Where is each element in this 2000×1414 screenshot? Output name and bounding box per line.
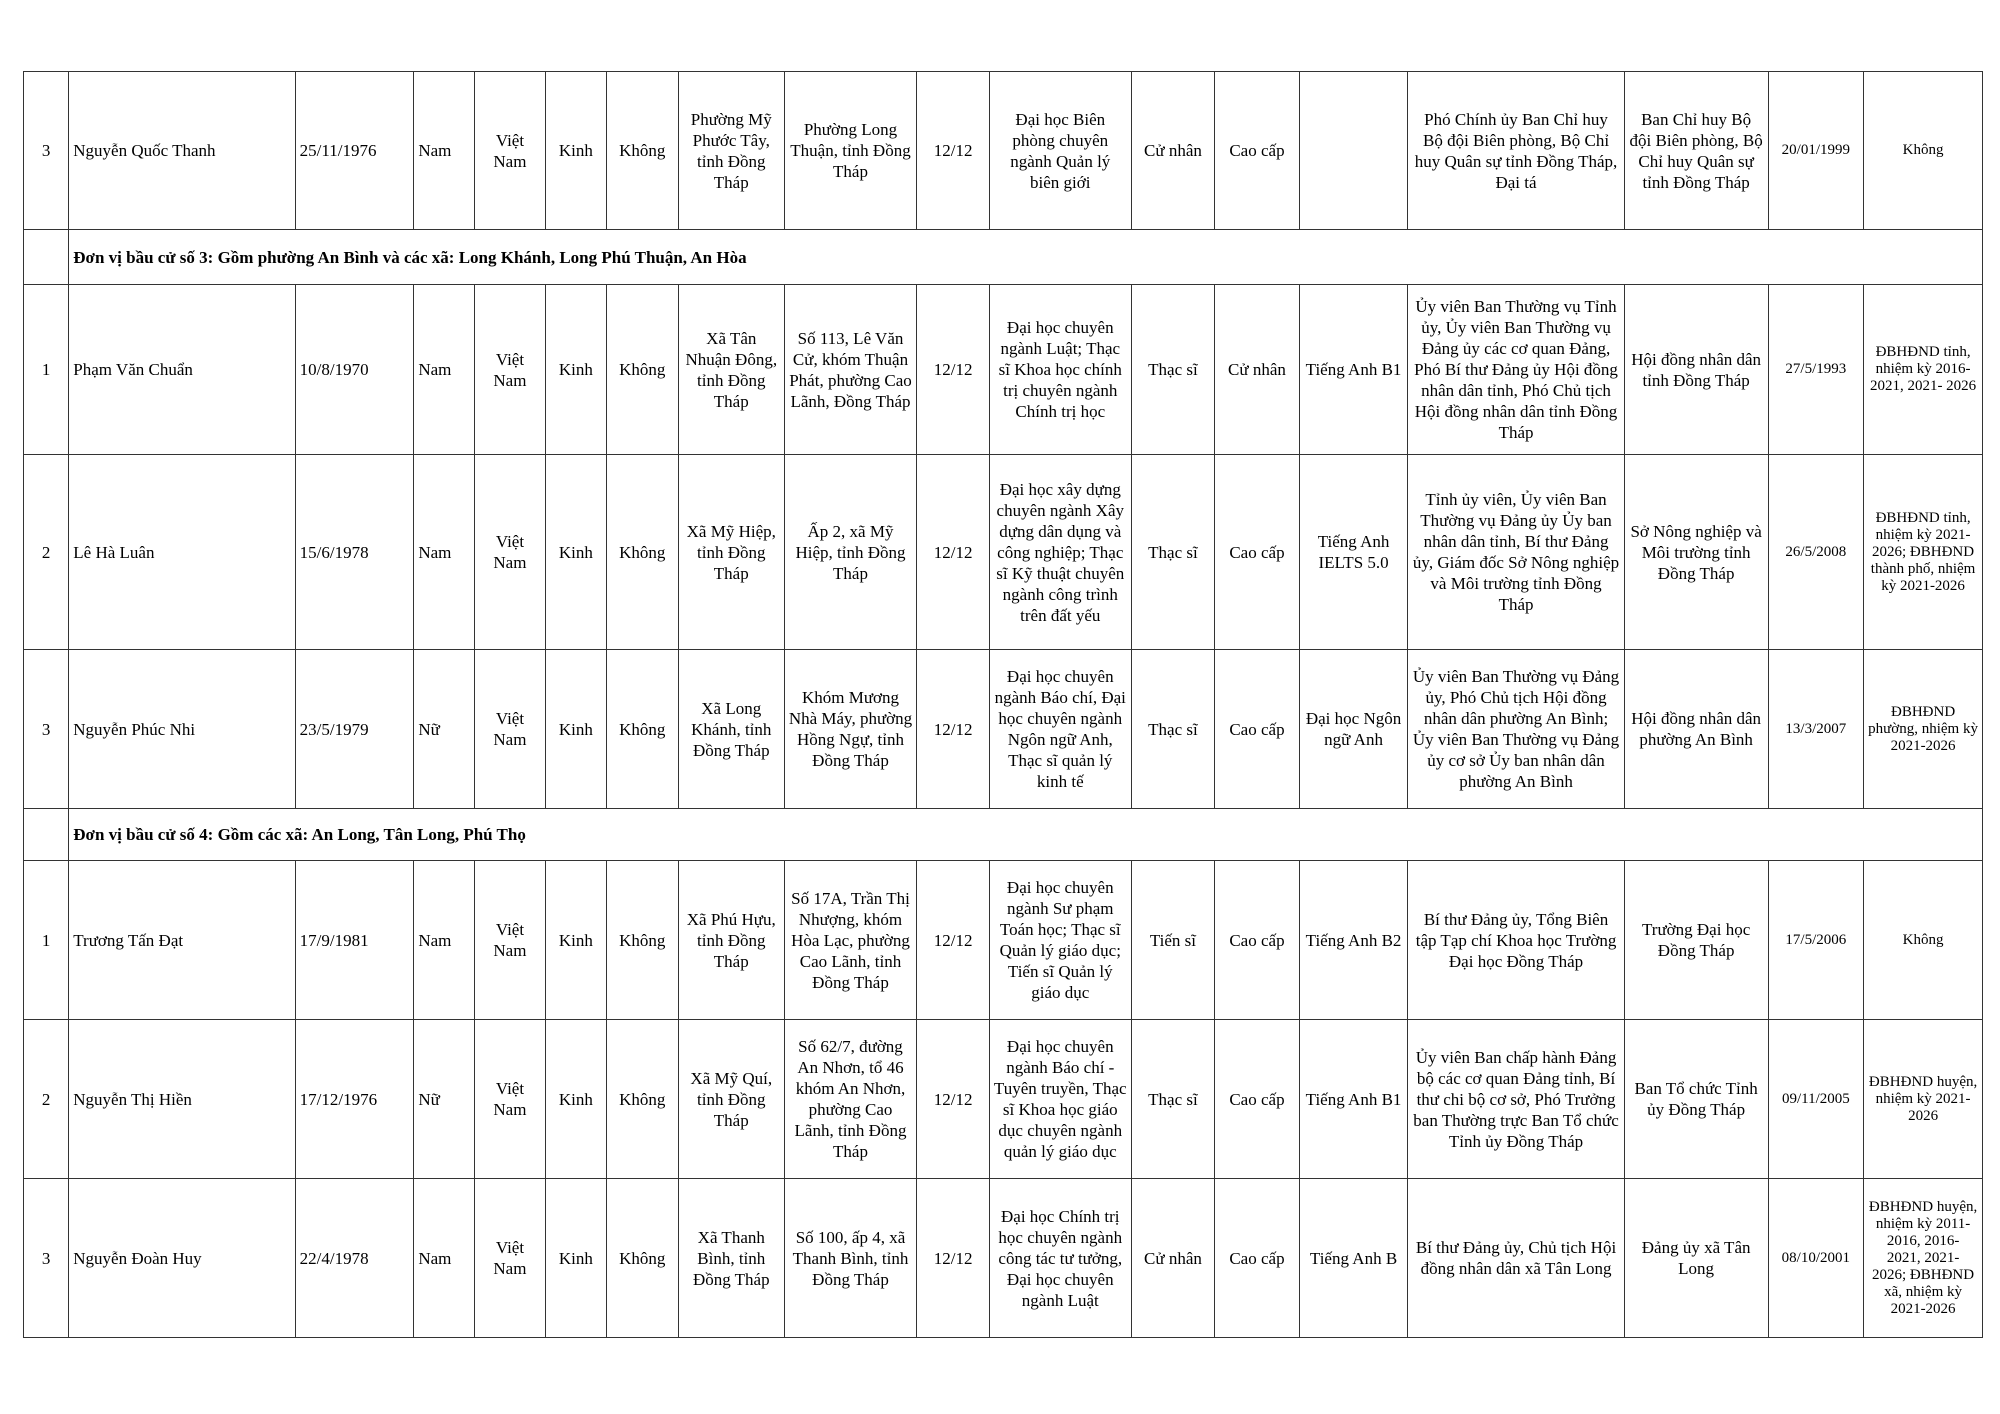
stt-cell: 3 [24, 650, 69, 809]
party-join-date-cell: 13/3/2007 [1768, 650, 1864, 809]
hometown-cell: Xã Phú Hựu, tỉnh Đồng Tháp [678, 861, 784, 1020]
ethnicity-cell: Kinh [546, 1179, 606, 1338]
delegate-history-cell: Không [1864, 861, 1983, 1020]
political-theory-cell: Cao cấp [1215, 72, 1300, 230]
workplace-cell: Đảng ủy xã Tân Long [1624, 1179, 1768, 1338]
dob-cell: 23/5/1979 [295, 650, 414, 809]
religion-cell: Không [606, 455, 678, 650]
party-join-date-cell: 26/5/2008 [1768, 455, 1864, 650]
gender-cell: Nam [414, 1179, 474, 1338]
party-join-date-cell: 09/11/2005 [1768, 1020, 1864, 1179]
gender-cell: Nam [414, 285, 474, 455]
general-education-cell: 12/12 [917, 285, 989, 455]
nationality-cell: Việt Nam [474, 455, 545, 650]
stt-cell [24, 230, 69, 285]
name-cell: Trương Tấn Đạt [69, 861, 295, 1020]
candidate-table [23, 71, 1983, 1338]
dob-cell: 25/11/1976 [295, 72, 414, 230]
specialization-cell: Đại học xây dựng chuyên ngành Xây dựng dân dụng và công nghiệp; Thạc sĩ Kỹ thuật chuyên ngành công trình trên đất yếu [989, 455, 1131, 650]
position-cell: Ủy viên Ban Thường vụ Tỉnh ủy, Ủy viên Ban Thường vụ Đảng ủy các cơ quan Đảng, Phó Bí thư Đảng ủy Hội đồng nhân dân tỉnh, Phó Chủ tịch Hội đồng nhân dân tỉnh Đồng Tháp [1408, 285, 1624, 455]
specialization-cell: Đại học chuyên ngành Báo chí, Đại học chuyên ngành Ngôn ngữ Anh, Thạc sĩ quản lý kinh tế [989, 650, 1131, 809]
nationality-cell: Việt Nam [474, 72, 545, 230]
table-row [24, 1020, 1983, 1179]
specialization-cell: Đại học chuyên ngành Báo chí - Tuyên truyền, Thạc sĩ Khoa học giáo dục chuyên ngành quản lý giáo dục [989, 1020, 1131, 1179]
table-row [24, 861, 1983, 1020]
general-education-cell: 12/12 [917, 1179, 989, 1338]
table-row [24, 650, 1983, 809]
religion-cell: Không [606, 285, 678, 455]
party-join-date-cell: 17/5/2006 [1768, 861, 1864, 1020]
workplace-cell: Trường Đại học Đồng Tháp [1624, 861, 1768, 1020]
gender-cell: Nữ [414, 650, 474, 809]
religion-cell: Không [606, 72, 678, 230]
residence-cell: Số 62/7, đường An Nhơn, tổ 46 khóm An Nhơn, phường Cao Lãnh, tỉnh Đồng Tháp [784, 1020, 917, 1179]
religion-cell: Không [606, 861, 678, 1020]
electoral-unit-row [24, 230, 1983, 285]
degree-cell: Thạc sĩ [1131, 650, 1215, 809]
degree-cell: Cử nhân [1131, 1179, 1215, 1338]
ethnicity-cell: Kinh [546, 72, 606, 230]
religion-cell: Không [606, 1179, 678, 1338]
ethnicity-cell: Kinh [546, 861, 606, 1020]
name-cell: Nguyễn Phúc Nhi [69, 650, 295, 809]
political-theory-cell: Cao cấp [1215, 861, 1300, 1020]
specialization-cell: Đại học Chính trị học chuyên ngành công tác tư tưởng, Đại học chuyên ngành Luật [989, 1179, 1131, 1338]
stt-cell: 3 [24, 1179, 69, 1338]
degree-cell: Tiến sĩ [1131, 861, 1215, 1020]
electoral-unit-row [24, 809, 1983, 861]
delegate-history-cell: ĐBHĐND phường, nhiệm kỳ 2021-2026 [1864, 650, 1983, 809]
general-education-cell: 12/12 [917, 72, 989, 230]
hometown-cell: Xã Mỹ Hiệp, tỉnh Đồng Tháp [678, 455, 784, 650]
hometown-cell: Xã Mỹ Quí, tỉnh Đồng Tháp [678, 1020, 784, 1179]
foreign-language-cell [1299, 72, 1408, 230]
hometown-cell: Xã Long Khánh, tỉnh Đồng Tháp [678, 650, 784, 809]
foreign-language-cell: Tiếng Anh B [1299, 1179, 1408, 1338]
political-theory-cell: Cao cấp [1215, 455, 1300, 650]
name-cell: Nguyễn Quốc Thanh [69, 72, 295, 230]
ethnicity-cell: Kinh [546, 285, 606, 455]
residence-cell: Khóm Mương Nhà Máy, phường Hồng Ngự, tỉnh Đồng Tháp [784, 650, 917, 809]
gender-cell: Nam [414, 861, 474, 1020]
nationality-cell: Việt Nam [474, 1179, 545, 1338]
residence-cell: Số 113, Lê Văn Cử, khóm Thuận Phát, phường Cao Lãnh, Đồng Tháp [784, 285, 917, 455]
name-cell: Nguyễn Thị Hiền [69, 1020, 295, 1179]
position-cell: Ủy viên Ban Thường vụ Đảng ủy, Phó Chủ tịch Hội đồng nhân dân phường An Bình; Ủy viên Ban Thường vụ Đảng ủy cơ sở Ủy ban nhân dân phường An Bình [1408, 650, 1624, 809]
nationality-cell: Việt Nam [474, 861, 545, 1020]
position-cell: Phó Chính ủy Ban Chỉ huy Bộ đội Biên phòng, Bộ Chỉ huy Quân sự tỉnh Đồng Tháp, Đại tá [1408, 72, 1624, 230]
position-cell: Bí thư Đảng ủy, Chủ tịch Hội đồng nhân dân xã Tân Long [1408, 1179, 1624, 1338]
electoral-unit-label: Đơn vị bầu cử số 4: Gồm các xã: An Long, Tân Long, Phú Thọ [69, 809, 1983, 861]
religion-cell: Không [606, 650, 678, 809]
political-theory-cell: Cao cấp [1215, 1020, 1300, 1179]
stt-cell: 3 [24, 72, 69, 230]
gender-cell: Nữ [414, 1020, 474, 1179]
position-cell: Ủy viên Ban chấp hành Đảng bộ các cơ quan Đảng tỉnh, Bí thư chi bộ cơ sở, Phó Trưởng ban Thường trực Ban Tổ chức Tỉnh ủy Đồng Tháp [1408, 1020, 1624, 1179]
general-education-cell: 12/12 [917, 1020, 989, 1179]
dob-cell: 17/12/1976 [295, 1020, 414, 1179]
gender-cell: Nam [414, 72, 474, 230]
name-cell: Lê Hà Luân [69, 455, 295, 650]
specialization-cell: Đại học chuyên ngành Sư phạm Toán học; Thạc sĩ Quản lý giáo dục; Tiến sĩ Quản lý giáo dục [989, 861, 1131, 1020]
degree-cell: Cử nhân [1131, 72, 1215, 230]
delegate-history-cell: ĐBHĐND tỉnh, nhiệm kỳ 2021-2026; ĐBHĐND thành phố, nhiệm kỳ 2021-2026 [1864, 455, 1983, 650]
electoral-unit-label: Đơn vị bầu cử số 3: Gồm phường An Bình và các xã: Long Khánh, Long Phú Thuận, An Hòa [69, 230, 1983, 285]
nationality-cell: Việt Nam [474, 650, 545, 809]
dob-cell: 10/8/1970 [295, 285, 414, 455]
party-join-date-cell: 20/01/1999 [1768, 72, 1864, 230]
delegate-history-cell: ĐBHĐND tỉnh, nhiệm kỳ 2016-2021, 2021- 2026 [1864, 285, 1983, 455]
stt-cell: 2 [24, 455, 69, 650]
foreign-language-cell: Đại học Ngôn ngữ Anh [1299, 650, 1408, 809]
hometown-cell: Phường Mỹ Phước Tây, tỉnh Đồng Tháp [678, 72, 784, 230]
general-education-cell: 12/12 [917, 861, 989, 1020]
religion-cell: Không [606, 1020, 678, 1179]
residence-cell: Số 17A, Trần Thị Nhượng, khóm Hòa Lạc, phường Cao Lãnh, tỉnh Đồng Tháp [784, 861, 917, 1020]
dob-cell: 22/4/1978 [295, 1179, 414, 1338]
residence-cell: Ấp 2, xã Mỹ Hiệp, tỉnh Đồng Tháp [784, 455, 917, 650]
stt-cell: 1 [24, 285, 69, 455]
stt-cell: 1 [24, 861, 69, 1020]
general-education-cell: 12/12 [917, 455, 989, 650]
position-cell: Tỉnh ủy viên, Ủy viên Ban Thường vụ Đảng ủy Ủy ban nhân dân tỉnh, Bí thư Đảng ủy, Giám đốc Sở Nông nghiệp và Môi trường tỉnh Đồng Tháp [1408, 455, 1624, 650]
workplace-cell: Ban Chỉ huy Bộ đội Biên phòng, Bộ Chỉ huy Quân sự tỉnh Đồng Tháp [1624, 72, 1768, 230]
degree-cell: Thạc sĩ [1131, 285, 1215, 455]
ethnicity-cell: Kinh [546, 1020, 606, 1179]
dob-cell: 17/9/1981 [295, 861, 414, 1020]
foreign-language-cell: Tiếng Anh B1 [1299, 285, 1408, 455]
party-join-date-cell: 27/5/1993 [1768, 285, 1864, 455]
stt-cell: 2 [24, 1020, 69, 1179]
general-education-cell: 12/12 [917, 650, 989, 809]
degree-cell: Thạc sĩ [1131, 1020, 1215, 1179]
hometown-cell: Xã Thanh Bình, tỉnh Đồng Tháp [678, 1179, 784, 1338]
name-cell: Phạm Văn Chuẩn [69, 285, 295, 455]
delegate-history-cell: Không [1864, 72, 1983, 230]
workplace-cell: Hội đồng nhân dân tỉnh Đồng Tháp [1624, 285, 1768, 455]
party-join-date-cell: 08/10/2001 [1768, 1179, 1864, 1338]
specialization-cell: Đại học Biên phòng chuyên ngành Quản lý biên giới [989, 72, 1131, 230]
workplace-cell: Ban Tổ chức Tỉnh ủy Đồng Tháp [1624, 1020, 1768, 1179]
name-cell: Nguyễn Đoàn Huy [69, 1179, 295, 1338]
political-theory-cell: Cao cấp [1215, 650, 1300, 809]
nationality-cell: Việt Nam [474, 285, 545, 455]
foreign-language-cell: Tiếng Anh B1 [1299, 1020, 1408, 1179]
table-row [24, 455, 1983, 650]
table-body [24, 72, 1983, 1338]
workplace-cell: Sở Nông nghiệp và Môi trường tỉnh Đồng Tháp [1624, 455, 1768, 650]
foreign-language-cell: Tiếng Anh IELTS 5.0 [1299, 455, 1408, 650]
delegate-history-cell: ĐBHĐND huyện, nhiệm kỳ 2011-2016, 2016- 2021, 2021- 2026; ĐBHĐND xã, nhiệm kỳ 2021-2026 [1864, 1179, 1983, 1338]
political-theory-cell: Cao cấp [1215, 1179, 1300, 1338]
foreign-language-cell: Tiếng Anh B2 [1299, 861, 1408, 1020]
delegate-history-cell: ĐBHĐND huyện, nhiệm kỳ 2021- 2026 [1864, 1020, 1983, 1179]
workplace-cell: Hội đồng nhân dân phường An Bình [1624, 650, 1768, 809]
ethnicity-cell: Kinh [546, 455, 606, 650]
political-theory-cell: Cử nhân [1215, 285, 1300, 455]
degree-cell: Thạc sĩ [1131, 455, 1215, 650]
table-row [24, 1179, 1983, 1338]
gender-cell: Nam [414, 455, 474, 650]
hometown-cell: Xã Tân Nhuận Đông, tỉnh Đồng Tháp [678, 285, 784, 455]
residence-cell: Số 100, ấp 4, xã Thanh Bình, tỉnh Đồng Tháp [784, 1179, 917, 1338]
nationality-cell: Việt Nam [474, 1020, 545, 1179]
position-cell: Bí thư Đảng ủy, Tổng Biên tập Tạp chí Khoa học Trường Đại học Đồng Tháp [1408, 861, 1624, 1020]
dob-cell: 15/6/1978 [295, 455, 414, 650]
table-row [24, 285, 1983, 455]
residence-cell: Phường Long Thuận, tỉnh Đồng Tháp [784, 72, 917, 230]
ethnicity-cell: Kinh [546, 650, 606, 809]
stt-cell [24, 809, 69, 861]
table-row [24, 72, 1983, 230]
specialization-cell: Đại học chuyên ngành Luật; Thạc sĩ Khoa học chính trị chuyên ngành Chính trị học [989, 285, 1131, 455]
